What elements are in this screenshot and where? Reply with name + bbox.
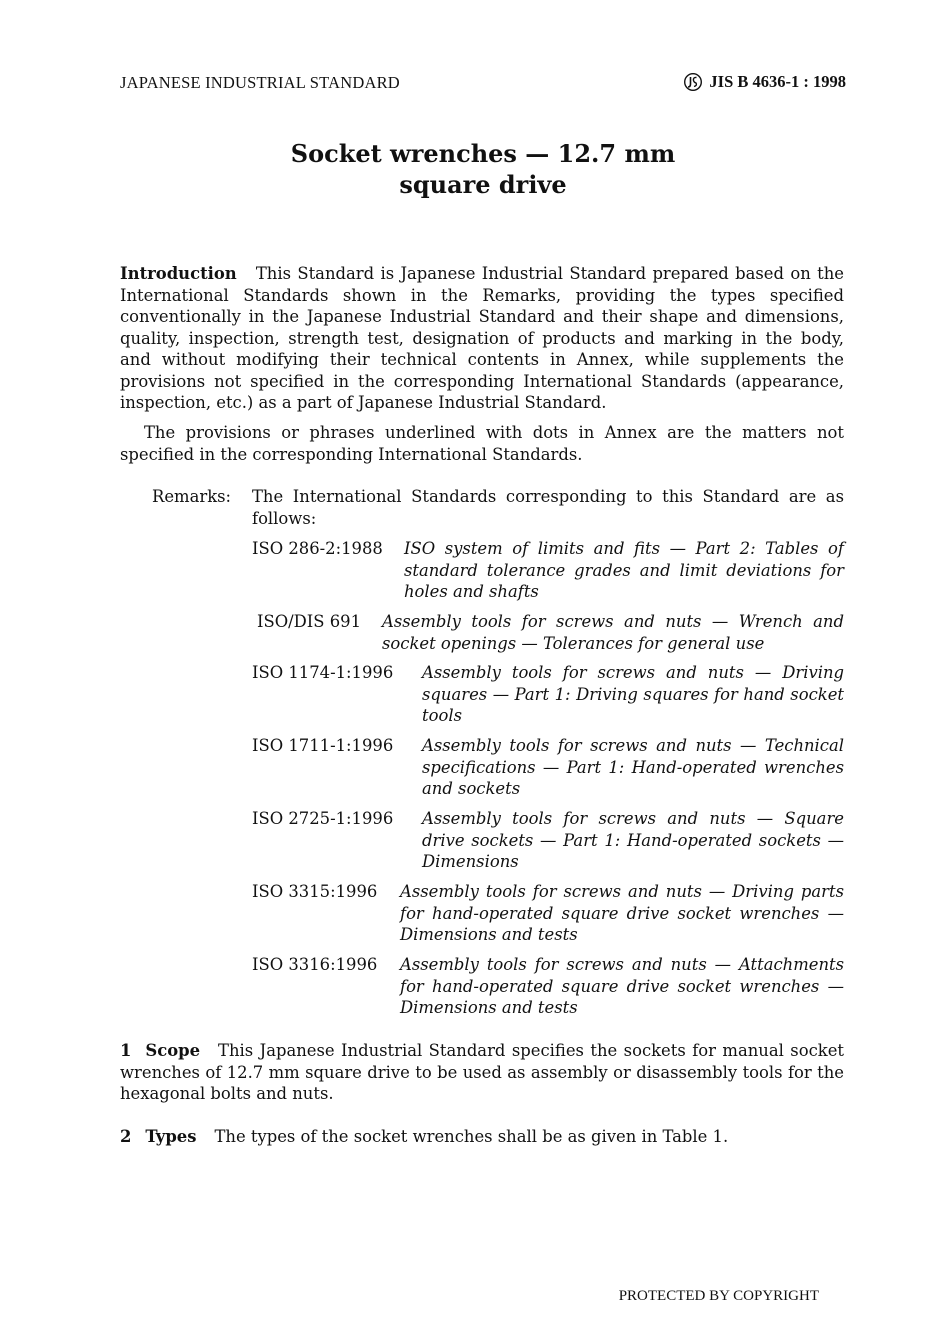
header-standard-label: JAPANESE INDUSTRIAL STANDARD — [120, 73, 400, 92]
document-title — [0, 138, 950, 200]
iso-title: Assembly tools for screws and nuts — Technical specifications — Part 1: Hand-operated wrenches and sockets — [422, 736, 844, 798]
iso-code: ISO 3315:1996 — [252, 882, 378, 901]
iso-code: ISO/DIS 691 — [257, 612, 362, 631]
iso-code: ISO 3316:1996 — [252, 955, 378, 974]
section-heading: Types — [145, 1127, 197, 1146]
section-scope — [120, 1040, 844, 1105]
standard-number: JIS B 4636-1 : 1998 — [709, 72, 846, 91]
introduction-text: This Standard is Japanese Industrial Standard prepared based on the International Standards shown in the Remarks, providing the types specified conventionally in the Japanese Industrial Standard and their shape and dimensions, quality, inspection, strength test, designation of products and marking in the body, and without modifying their technical contents in Annex, while supplements the provisions not specified in the corresponding International Standards (appearance, inspection, etc.) as a part of Japanese Industrial Standard. — [120, 264, 844, 412]
iso-title: Assembly tools for screws and nuts — Square drive sockets — Part 1: Hand-operated sockets — Dimensions — [422, 809, 844, 871]
provisions-note: The provisions or phrases underlined with dots in Annex are the matters not specified in the corresponding International Standards. — [120, 423, 844, 464]
iso-title: Assembly tools for screws and nuts — Driving parts for hand-operated square drive socket wrenches — Dimensions and tests — [400, 882, 844, 944]
section-heading: Scope — [145, 1041, 201, 1060]
introduction-heading: Introduction — [120, 264, 237, 283]
remarks-text: The International Standards corresponding to this Standard are as follows: — [252, 487, 844, 528]
iso-title: Assembly tools for screws and nuts — Driving squares — Part 1: Driving squares for hand socket tools — [422, 663, 844, 725]
copyright-footer: PROTECTED BY COPYRIGHT — [618, 1288, 819, 1304]
iso-code: ISO 286-2:1988 — [252, 539, 383, 558]
iso-code: ISO 1711-1:1996 — [252, 736, 394, 755]
iso-title: Assembly tools for screws and nuts — Wrench and socket openings — Tolerances for general use — [382, 612, 844, 653]
iso-title: Assembly tools for screws and nuts — Attachments for hand-operated square drive socket wrenches — Dimensions and tests — [400, 955, 844, 1017]
remarks-label: Remarks: — [152, 487, 232, 506]
title-line-1: Socket wrenches — 12.7 mm — [290, 139, 676, 168]
title-line-2: square drive — [399, 170, 567, 199]
iso-code: ISO 1174-1:1996 — [252, 663, 394, 682]
iso-title: ISO system of limits and fits — Part 2: Tables of standard tolerance grades and limit deviations for holes and shafts — [404, 539, 844, 601]
section-types — [120, 1126, 844, 1148]
introduction-paragraph — [120, 263, 844, 414]
header-standard-number — [683, 72, 846, 92]
section-text: This Japanese Industrial Standard specifies the sockets for manual socket wrenches of 12.7 mm square drive to be used as assembly or disassembly tools for the hexagonal bolts and nuts. — [120, 1041, 844, 1103]
iso-code: ISO 2725-1:1996 — [252, 809, 394, 828]
jis-mark-icon — [683, 72, 703, 92]
section-text: The types of the socket wrenches shall be as given in Table 1. — [214, 1127, 729, 1146]
section-number: 1 — [120, 1041, 132, 1060]
section-number: 2 — [120, 1127, 132, 1146]
